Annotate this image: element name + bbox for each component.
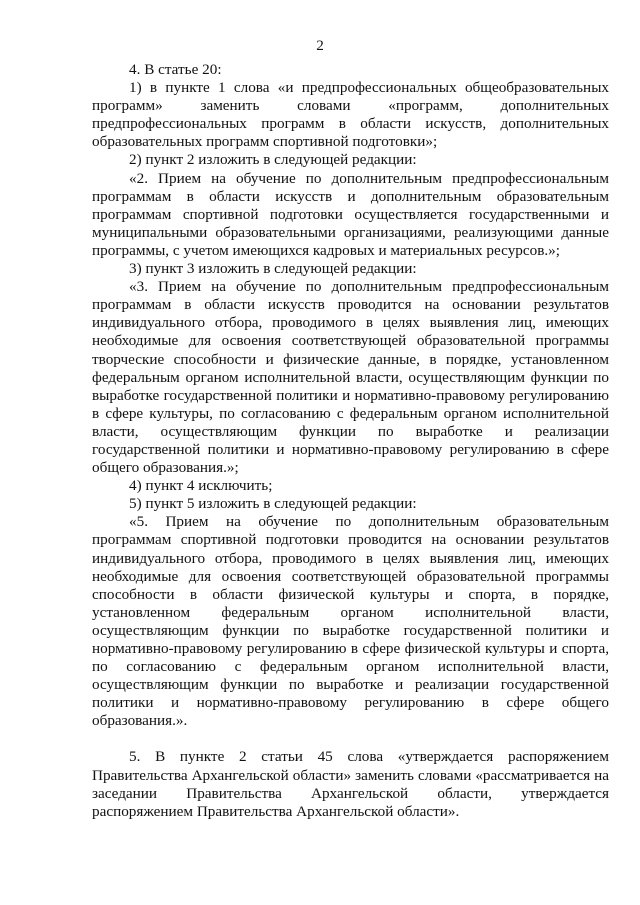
page-number: 2 (316, 37, 324, 54)
paragraph-item-2-text: «2. Прием на обучение по дополнительным предпрофессиональным программам в области искусств и дополнительным образовательным программам спортивной подготовки осуществляется государственными и муниципальными образовательными организациями, реализующими данные программы, с учетом имеющихся кадровых и материальных ресурсов.»; (92, 169, 609, 259)
paragraph-spacer (92, 730, 609, 748)
paragraph-item-4: 4) пункт 4 исключить; (129, 477, 273, 495)
paragraph-item-5-intro: 5) пункт 5 изложить в следующей редакции: (129, 495, 417, 513)
paragraph-item-3-text: «3. Прием на обучение по дополнительным предпрофессиональным программам в области искусств проводится на основании результатов индивидуального отбора, проводимого в целях выявления лиц, имеющих необходимые для освоения соответствующей образовательной программы творческие способности и физические данные, в порядке, установленном федеральным органом исполнительной власти, осуществляющим функции по выработке государственной политики и нормативно-правовому регулированию в сфере культуры, по согласованию с федеральным органом исполнительной власти, осуществляющим функции по выработке и реализации государственной политики и нормативно-правовому регулированию в сфере общего образования.»; (92, 278, 609, 477)
paragraph-item-1: 1) в пункте 1 слова «и предпрофессиональных общеобразовательных программ» заменить словами «программ, дополнительных предпрофессиональных программ в области искусств, дополнительных образовательных программ спортивной подготовки»; (92, 79, 609, 151)
paragraph-article-20-heading: 4. В статье 20: (129, 61, 222, 78)
paragraph-item-5-text: «5. Прием на обучение по дополнительным образовательным программам спортивной подготовки проводится на основании результатов индивидуального отбора, проводимого в целях выявления лиц, имеющих необходимые для освоения соответствующей образовательной программы способности в области физической культуры и спорта, в порядке, установленном федеральным органом исполнительной власти, осуществляющим функции по выработке государственной политики и нормативно-правовому регулированию в сфере физической культуры и спорта, по согласованию с федеральным органом исполнительной власти, осуществляющим функции по выработке и реализации государственной политики и нормативно-правовому регулированию в сфере общего образования.». (92, 513, 609, 730)
document-body (92, 61, 609, 821)
paragraph-item-3-intro: 3) пункт 3 изложить в следующей редакции: (129, 260, 417, 278)
paragraph-article-45: 5. В пункте 2 статьи 45 слова «утверждается распоряжением Правительства Архангельской области» заменить словами «рассматривается на заседании Правительства Архангельской области, утверждается распоряжением Правительства Архангельской области». (92, 748, 609, 820)
paragraph-item-2-intro: 2) пункт 2 изложить в следующей редакции: (129, 151, 417, 169)
